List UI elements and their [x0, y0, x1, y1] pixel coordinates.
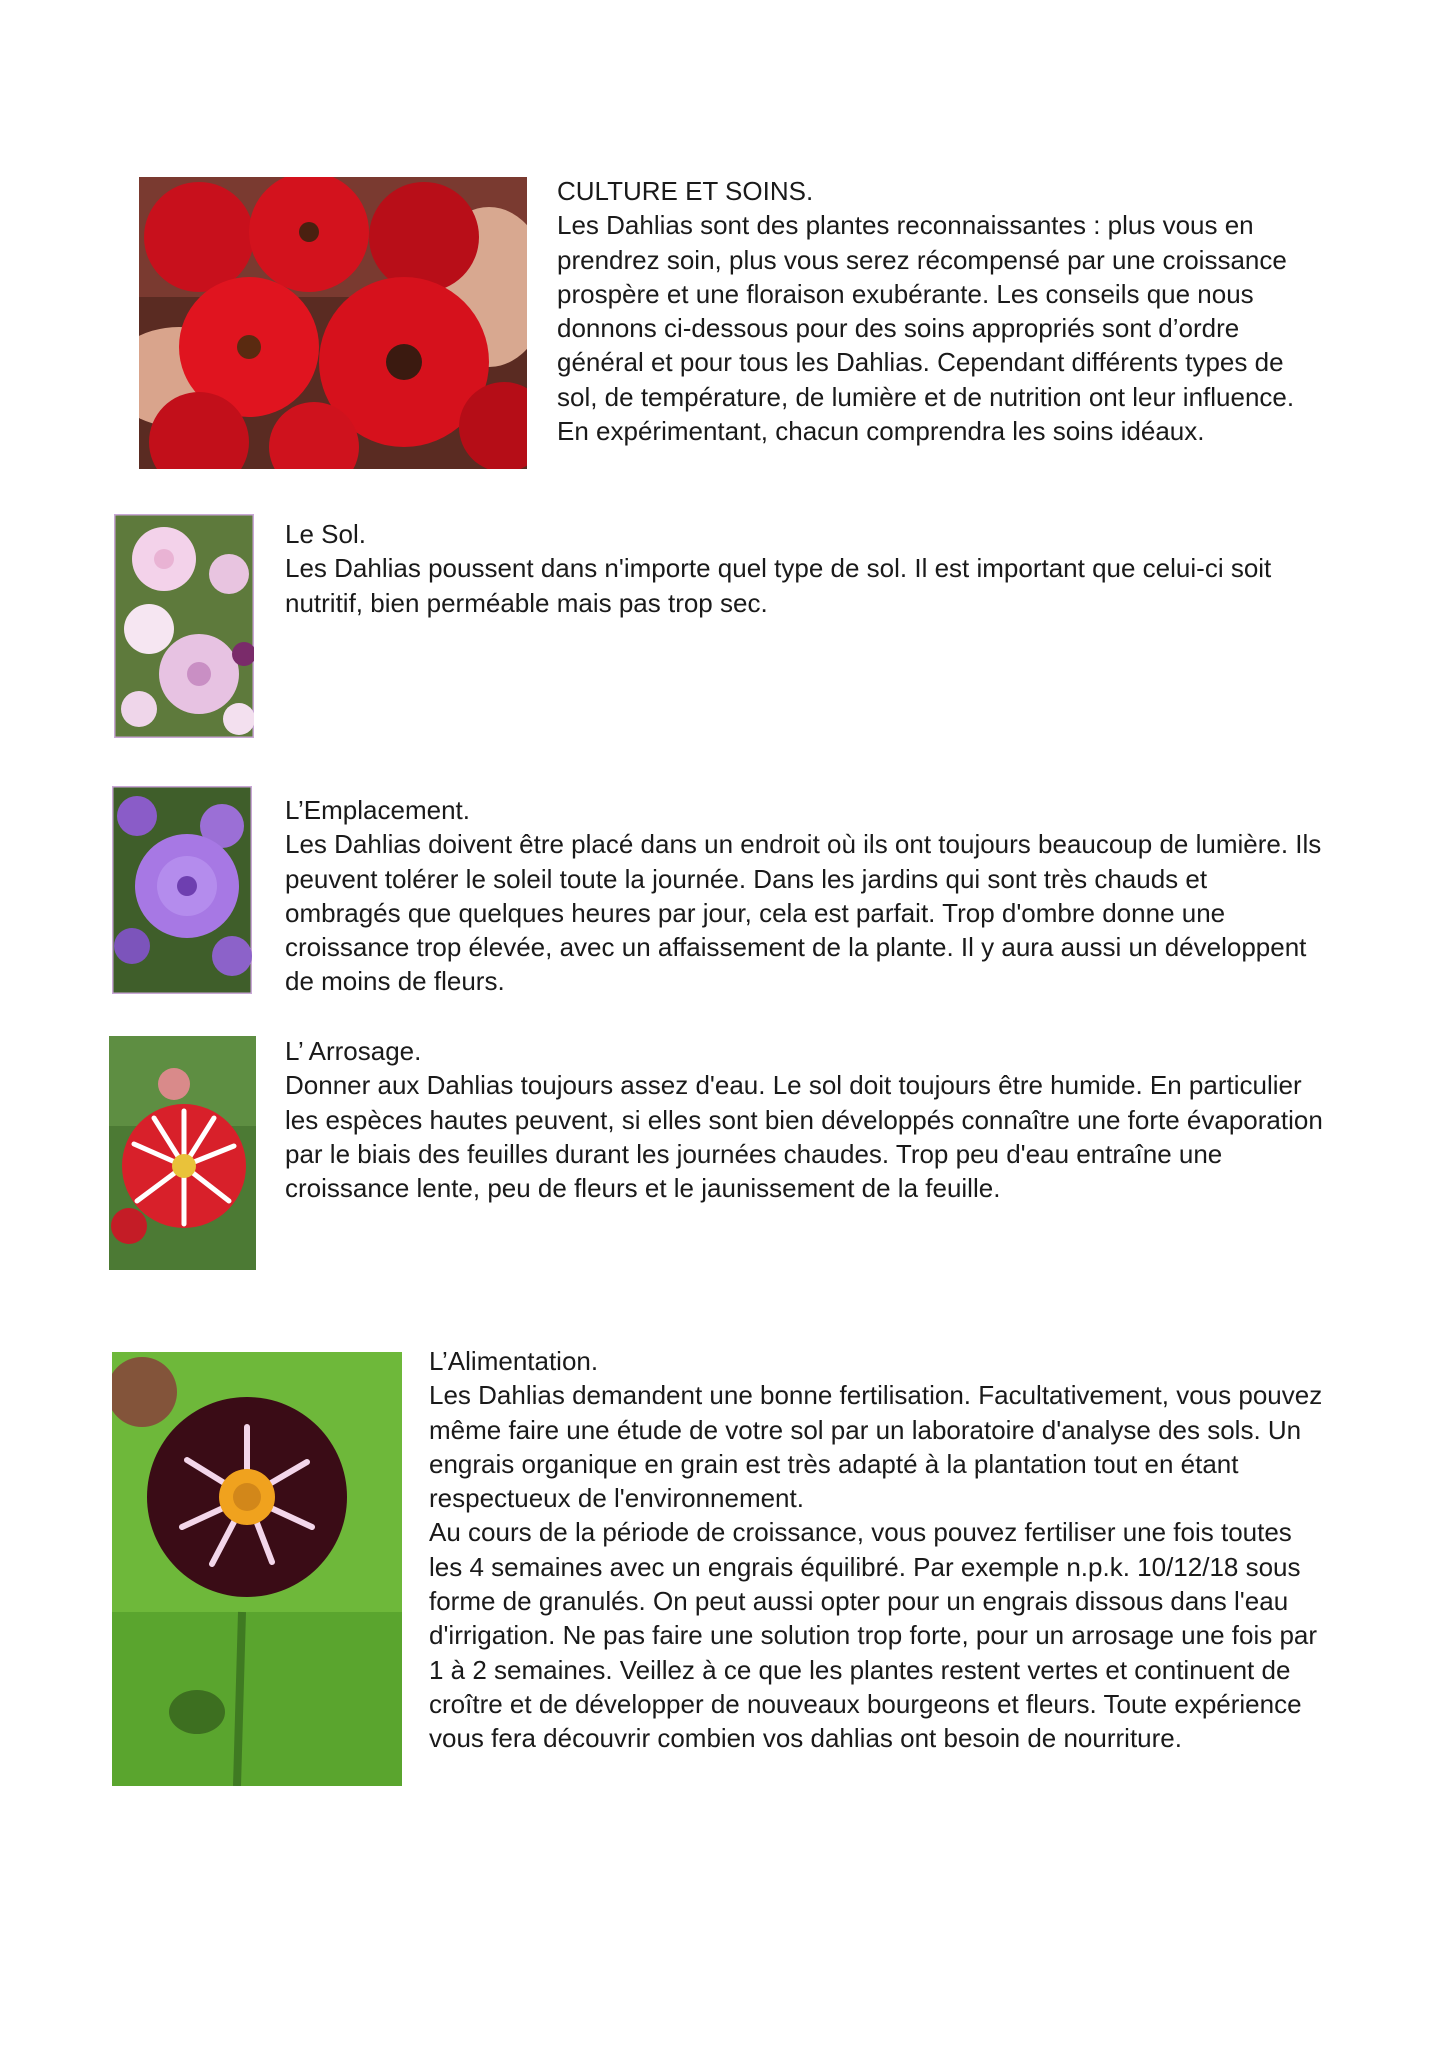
red-white-dahlia-photo — [109, 1036, 256, 1270]
section-alimentation-text — [429, 1344, 1329, 1756]
section-title: L’ Arrosage. — [285, 1036, 422, 1066]
section-emplacement-text — [285, 793, 1325, 999]
section-title: CULTURE ET SOINS. — [557, 176, 814, 206]
section-title: L’Emplacement. — [285, 795, 470, 825]
section-title: L’Alimentation. — [429, 1346, 599, 1376]
dark-dahlia-photo — [112, 1352, 402, 1786]
section-sol-text — [285, 517, 1325, 620]
pink-dahlias-photo — [114, 514, 254, 738]
section-culture-text — [557, 174, 1317, 448]
section-paragraph: Les Dahlias demandent une bonne fertilisation. Facultativement, vous pouvez même faire une étude de votre sol par un laboratoire d'analyse des sols. Un engrais organique en grain est très adapté à la plantation tout en étant respectueux de l'environnement. — [429, 1380, 1323, 1514]
section-paragraph: Donner aux Dahlias toujours assez d'eau. Le sol doit toujours être humide. En particulier les espèces hautes peuvent, si elles sont bien développés connaître une forte évaporation par le biais des feuilles durant les journées chaudes. Trop peu d'eau entraîne une croissance lente, peu de fleurs et le jaunissement de la feuille. — [285, 1070, 1323, 1204]
purple-dahlia-photo — [112, 786, 252, 994]
red-dahlias-in-hands-photo — [139, 177, 527, 469]
section-paragraph: Les Dahlias doivent être placé dans un endroit où ils ont toujours beaucoup de lumière. Ils peuvent tolérer le soleil toute la journée. Dans les jardins qui sont très chauds et ombragés que quelques heures par jour, cela est parfait. Trop d'ombre donne une croissance trop élevée, avec un affaissement de la plante. Il y aura aussi un développent de moins de fleurs. — [285, 829, 1322, 997]
section-arrosage-text — [285, 1034, 1325, 1205]
section-title: Le Sol. — [285, 519, 366, 549]
section-paragraph: Au cours de la période de croissance, vous pouvez fertiliser une fois toutes les 4 semaines avec un engrais équilibré. Par exemple n.p.k. 10/12/18 sous forme de granulés. On peut aussi opter pour un engrais dissous dans l'eau d'irrigation. Ne pas faire une solution trop forte, pour un arrosage une fois par 1 à 2 semaines. Veillez à ce que les plantes restent vertes et continuent de croître et de développer de nouveaux bourgeons et fleurs. Toute expérience vous fera découvrir combien vos dahlias ont besoin de nourriture. — [429, 1517, 1318, 1754]
section-paragraph: Les Dahlias sont des plantes reconnaissantes : plus vous en prendrez soin, plus vous serez récompensé par une croissance prospère et une floraison exubérante. Les conseils que nous donnons ci-dessous pour des soins appropriés sont d’ordre général et pour tous les Dahlias. Cependant différents types de sol, de température, de lumière et de nutrition ont leur influence. En expérimentant, chacun comprendra les soins idéaux. — [557, 210, 1295, 447]
section-paragraph: Les Dahlias poussent dans n'importe quel type de sol. Il est important que celui-ci soit nutritif, bien perméable mais pas trop sec. — [285, 553, 1272, 618]
